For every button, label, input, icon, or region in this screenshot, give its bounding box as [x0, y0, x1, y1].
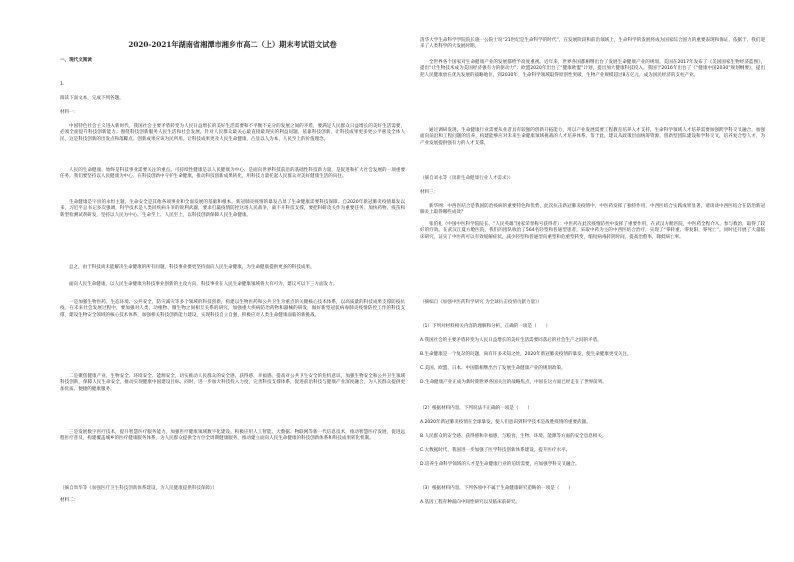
- section-heading: 一、现代文阅读: [60, 58, 92, 63]
- question-2: （2）根据材料内容，下列说法不正确的一项是（ ）: [420, 406, 533, 411]
- paragraph: 中国特色社会主义进入新时代，我国社会主要矛盾转变为人民日益增长的美好生活需要和不平衡不充分的发展之间的矛盾，要满足人民群众日益增长的美好生活需要，必须全面提升科技创新能力。围绕科技创新服务人民生活和社会发展，针对人民群众最关心最直接最现实的利益问题，依靠科技创新，让科技成果更多更公平惠及全体人民，这是科技创新的出发点和落脚点。创新成果应该为民所用，让科技成果更及人民生命健康，凸显以人为本、人民至上的价值理念。: [60, 124, 405, 142]
- paragraph: 全世界各个国家对生命健康产业的发展都给予高度重视。近年来，世界各国都相继出台了发展生命健康产业的规划。美国在2017年发布了《美国国家生物经济蓝图》，提出“让生物技术成为美国经济强有力的驱动力”；欧盟2020年出台了“健康欧盟”计划，提出加大健康科技投入。我国于2016年出台了《“健康中国2030”规划纲要》，提出把人民健康放在优先发展的战略地位，到2030年，生命科学领域取得原创性突破，生物产业规模超过8万亿元，成为国民经济的支柱产业。: [420, 60, 765, 78]
- material-label: 材料三：: [420, 190, 439, 195]
- option-c: C.大数据时代，我国进一步加强了医学科技创新体系建设，提升医疗水平。: [420, 448, 571, 453]
- paragraph: 三是发展数字医疗技术，提升智慧医疗服务能力，加强医疗健康领域数字化建设。积极应用人工智能、大数据、物联网等新一代信息技术，推动智慧医疗发展，促进远程医疗普及，构建覆盖城乡的医疗健康服务体系，为人民群众提供全方位全周期健康服务，推动建立面向人民生命健康的科技创新体系和科技成果转化机制。: [60, 430, 405, 442]
- material-label: 材料一：: [60, 110, 79, 115]
- question-3: （3）根据材料内容，下列各项中不属于生命健康研究范畴的一项是（ ）: [420, 486, 573, 491]
- paragraph: 新华网：中西医结合是我国防治疫病的重要特色和优势，此次抗击新冠肺炎疫情中，中医药发挥了独特作用，中西医结合实践成果显著，请谈谈中西医结合在防治新冠肺炎上取得哪些成效？: [420, 204, 765, 216]
- option-a: A.我国社会的主要矛盾转变为人民日益增长的美好生活需要同落后的社会生产之间的矛盾。: [420, 338, 602, 343]
- material-label: 材料二：: [60, 498, 79, 503]
- option-d: D.生命健康产业正成为新时期世界各国关注的战略焦点，中国在这方面已经走在了世界前列。: [420, 380, 607, 385]
- paragraph: 总之，由于科技尚未能解决生命健康的所有问题，科技事业要更坚持面向人民生命健康，为生命健康提供更多的科技成果。: [69, 265, 315, 270]
- paragraph: 人民的生命健康，始终是科技事业需要关注的重点。可持续性健康是以人民健康为中心、是面向世界科技前沿的基础性科技新力量，是促进和扩大社会发展的一项重要任务。我们要坚持以人民健康为中心，在科技创新中守护生命健康，推动科技创新成果转化，用科技力量托起人民群众对美好健康生活的向往。: [60, 168, 405, 180]
- option-b: B.生命健康是一个复杂的问题，尚有许多未知之处，2020年新冠肺炎疫情的暴发，使生命健康更受关注。: [420, 352, 632, 357]
- option-b: B.人民群众的安全感、获得感和幸福感，与粮食、生物、环境、能源等方面的安全息息相关。: [420, 434, 607, 439]
- citation: （摘编自《加强中医药科学研究 为全球抗击疫情贡献力量》）: [420, 300, 542, 305]
- option-d: D.培养生命科学领域的人才是生命健康行业的迫切需要，应加强学科交叉融合。: [420, 462, 580, 467]
- paragraph: 一是加强生物医药、生态环境、公共安全、防灾减灾等多个领域的科技创新，构建以生物医药和公共卫生为重点的关键核心技术体系，以高质量的科技成果支撑防疫抗疫。在未来社会发展过程中，要加强对人类、动植物、微生物之间相互关系的研究，加强重大疾病防治药物和器械的研发，做好新型冠状病毒肺炎疫情防控工作的科技支撑，建设生物安全领域的核心技术体系，加强相关科技创新能力建设，实现科技自立自强，积极应对人类生命健康面临的新挑战。: [60, 300, 405, 318]
- option-a: A.2020年新冠肺炎疫情在全球暴发，使人们意识到科学技术是战胜疫情的重要武器。: [420, 420, 591, 425]
- question-1: （1）下列对材料相关内容的理解和分析，正确的一项是（ ）: [420, 324, 551, 329]
- option-a: A.基因工程育种面向中间性研究以及临床前研究。: [420, 500, 520, 505]
- paragraph: 张伯礼（中国中医科学院院长、“人民英雄”国家荣誉称号获得者）：中医药在此次疫情防控中发挥了重要作用，在武汉方舱医院，中医药全程介入，参与救治，取得了较好的疗效。在武汉江夏方舱医院，我们的团队收治了564名轻型和普通型患者，采取中药为主的中西医结合治疗，实现了“零转重、零复阳、零死亡”。同时还开展了大量临床研究，证实了中医药可以有效缓解症状，减少轻型和普通型向重型和危重型转变，缩短病毒转阴时间，提高治愈率，降低病亡率。: [420, 222, 765, 240]
- citation: （摘自周华等《加强医疗卫生科技创新体系建设，为人民健康提供科技保障》）: [60, 486, 217, 491]
- paragraph: 面向人民生命健康，以人民生命健康为科技事业创新的主攻方向，科技事业在人民生命健康领域将大有可为，建议可以下三方面发力。: [69, 282, 338, 287]
- paragraph: 生命健康是宇宙的永恒主题，生命安全是其他各项事业和全面发展的基础和根本。新冠肺炎疫情的暴发凸显了生命健康需要科技保障。自2020年新冠肺炎疫情暴发以来，习近平总书记多次强调，科学技术是人类同疾病斗争的锐利武器，要求打赢疫情防控这场人民战争，离不开科技支撑，要把科研攻关作为重要任务，加快药物、疫苗和新型检测试剂研发，坚持以人民为中心、生命至上、人民至上，以科技创新保障人民生命健康。: [60, 200, 405, 218]
- right-column: [420, 0, 765, 562]
- paragraph: 二是聚焦健康产业、生物安全、环境安全、能源安全，切实推动人民群众的安全感、获得感、幸福感。提高对公共卫生安全的危机意识，加强生物安全和公共卫生领域科技创新，保障人民生命安全，推动实现健康中国建设目标。同时，进一步加大科技投入力度，完善科技支撑体系，促进前沿科技与健康产业深度融合，为人民群众提供更加优质、便捷的健康服务。: [60, 374, 405, 392]
- instruction: 阅读下面文本，完成下列各题。: [60, 96, 124, 101]
- page-title: 2020-2021年湖南省湘潭市湘乡市高二（上）期末考试语文试卷: [128, 40, 337, 49]
- option-c: C.美国、欧盟、日本、中国都相继出台了发展生命健康产业的规划政策。: [420, 366, 566, 371]
- citation: （摘自刘永等《谈新生命健康行业人才需求》）: [420, 176, 514, 181]
- left-column: [60, 0, 405, 562]
- question-number: 1.: [60, 82, 65, 87]
- paragraph: 清华大学生命科学学院院长施一公院士说“21世纪是生命科学的时代”，在发展阶段和前沿领域上，生命科学的发展将成为国家综合国力的重要表现和保证，依据于，我们迎来了人类科学的大发展时期。: [420, 38, 765, 50]
- paragraph: 通过调研发现，生命健康行业需要从业者具有较强的创新开拓能力，用以产业发展需要工程教育培养人才支持，生命科学领域人才培养需要加强跨学科交叉融合，加强面向前沿和工程问题的培养，构建能够应对未来生命健康领域挑战的人才培养体系。鉴于此，建议从政策层面统筹资源，创新型团队建设和学科交叉，培养复合型人才，为产业发展提供强有力的人才支撑。: [420, 128, 765, 146]
